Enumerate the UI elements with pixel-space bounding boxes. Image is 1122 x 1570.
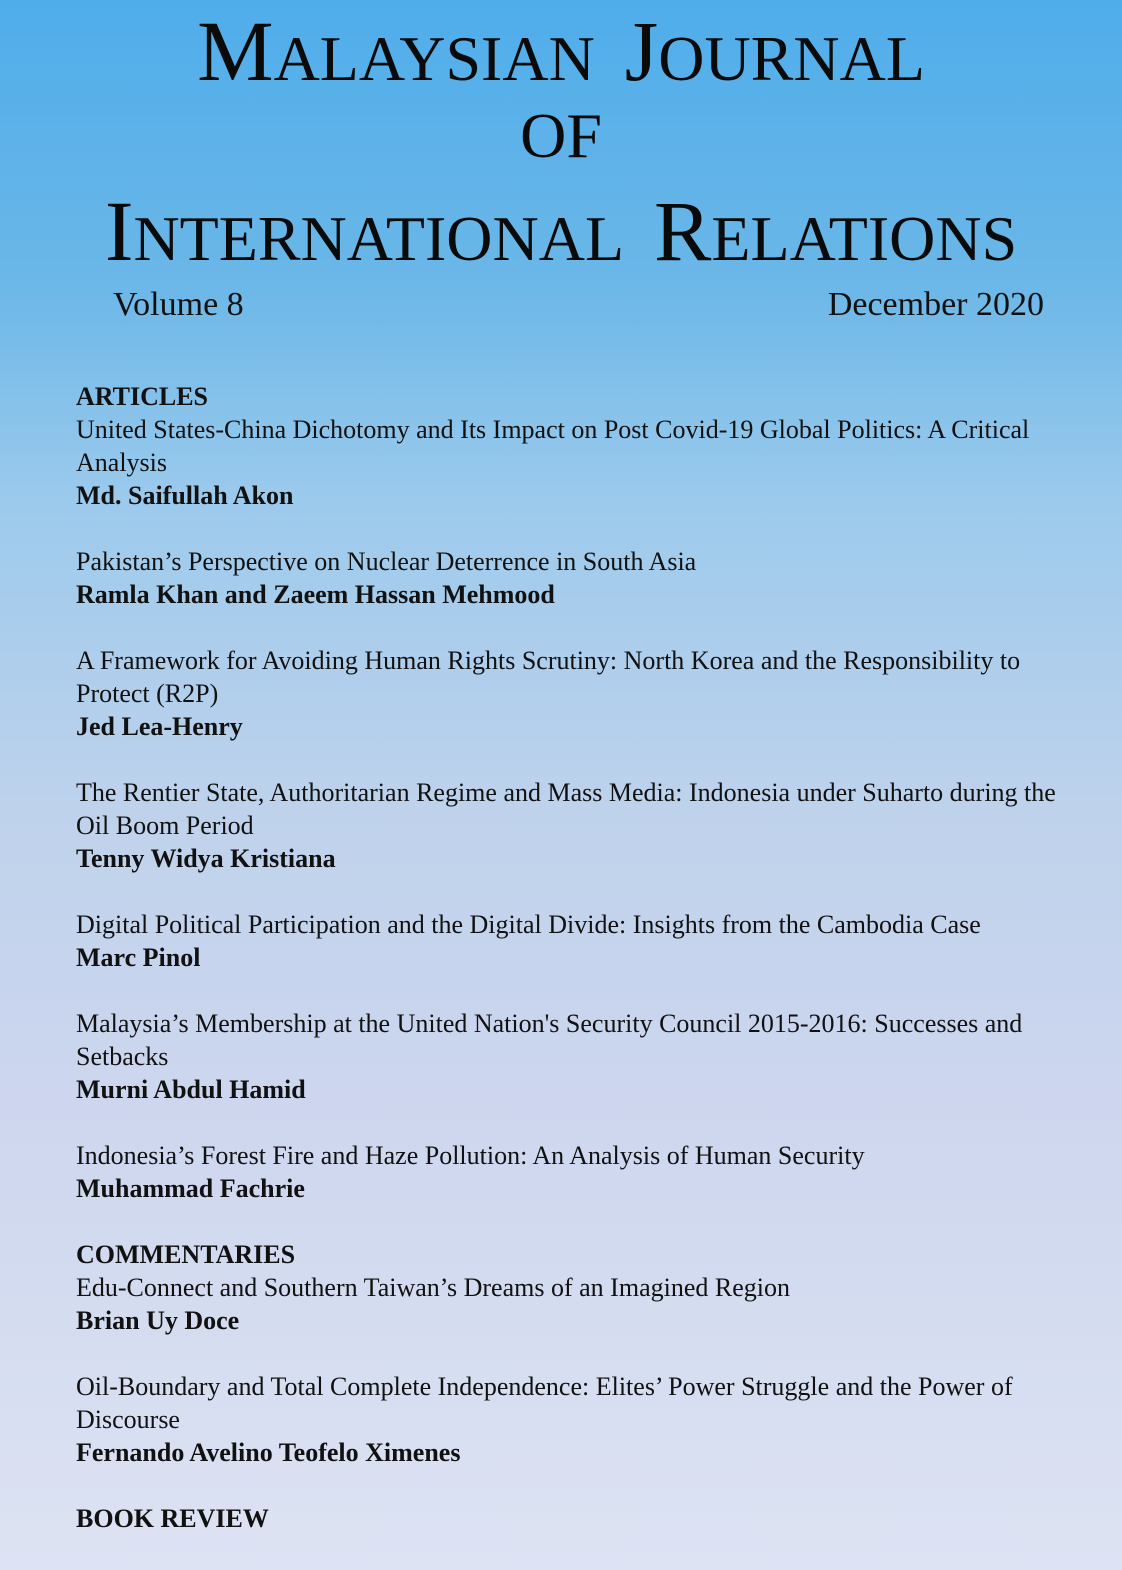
section-heading: BOOK REVIEW [76,1504,269,1533]
section-heading: ARTICLES [76,382,209,411]
article-author: Fernando Avelino Teofelo Ximenes [76,1438,461,1467]
article-title: United States-China Dichotomy and Its Impact on Post Covid-19 Global Politics: A Critical Analysis [76,415,1030,477]
volume-label: Volume 8 [113,286,244,323]
toc-section [76,380,1086,1205]
toc-section [76,1502,1086,1535]
toc-entry [76,1007,1086,1106]
toc-entry [76,1370,1086,1469]
article-title: Oil-Boundary and Total Complete Independence: Elites’ Power Struggle and the Power of Discourse [76,1372,1013,1434]
article-title: Indonesia’s Forest Fire and Haze Pollution: An Analysis of Human Security [76,1141,865,1170]
toc-entry [76,908,1086,974]
journal-title-line-1 [0,3,1122,99]
issue-date: December 2020 [827,286,1044,323]
journal-title-line-2 [0,100,1122,171]
toc-entry [76,644,1086,743]
toc-entry [76,545,1086,611]
toc-entry [76,1139,1086,1205]
toc-entry [76,1271,1086,1337]
article-author: Brian Uy Doce [76,1306,240,1335]
issue-info [113,286,1044,326]
article-title: Edu-Connect and Southern Taiwan’s Dreams of an Imagined Region [76,1273,790,1302]
article-title: The Rentier State, Authoritarian Regime and Mass Media: Indonesia under Suharto during the Oil Boom Period [76,778,1056,840]
title-word-of: OF [520,100,602,171]
toc-section [76,1238,1086,1469]
article-author: Tenny Widya Kristiana [76,844,336,873]
title-word-journal: JOURNAL [624,3,925,99]
title-word-international: INTERNATIONAL [104,183,625,279]
article-author: Marc Pinol [76,943,201,972]
article-title: Digital Political Participation and the Digital Divide: Insights from the Cambodia Case [76,910,981,939]
table-of-contents [76,380,1086,1535]
article-author: Ramla Khan and Zaeem Hassan Mehmood [76,580,555,609]
title-word-malaysian: MALAYSIAN [197,3,595,99]
article-author: Murni Abdul Hamid [76,1075,306,1104]
title-word-relations: RELATIONS [654,183,1018,279]
journal-title-line-3 [0,183,1122,279]
article-author: Md. Saifullah Akon [76,481,294,510]
article-title: Malaysia’s Membership at the United Nation's Security Council 2015-2016: Successes and Setbacks [76,1009,1023,1071]
article-title: Pakistan’s Perspective on Nuclear Deterrence in South Asia [76,547,697,576]
article-author: Muhammad Fachrie [76,1174,305,1203]
toc-entry [76,776,1086,875]
article-title: A Framework for Avoiding Human Rights Scrutiny: North Korea and the Responsibility to Protect (R2P) [76,646,1021,708]
toc-entry [76,413,1086,512]
article-author: Jed Lea-Henry [76,712,243,741]
section-heading: COMMENTARIES [76,1240,296,1269]
